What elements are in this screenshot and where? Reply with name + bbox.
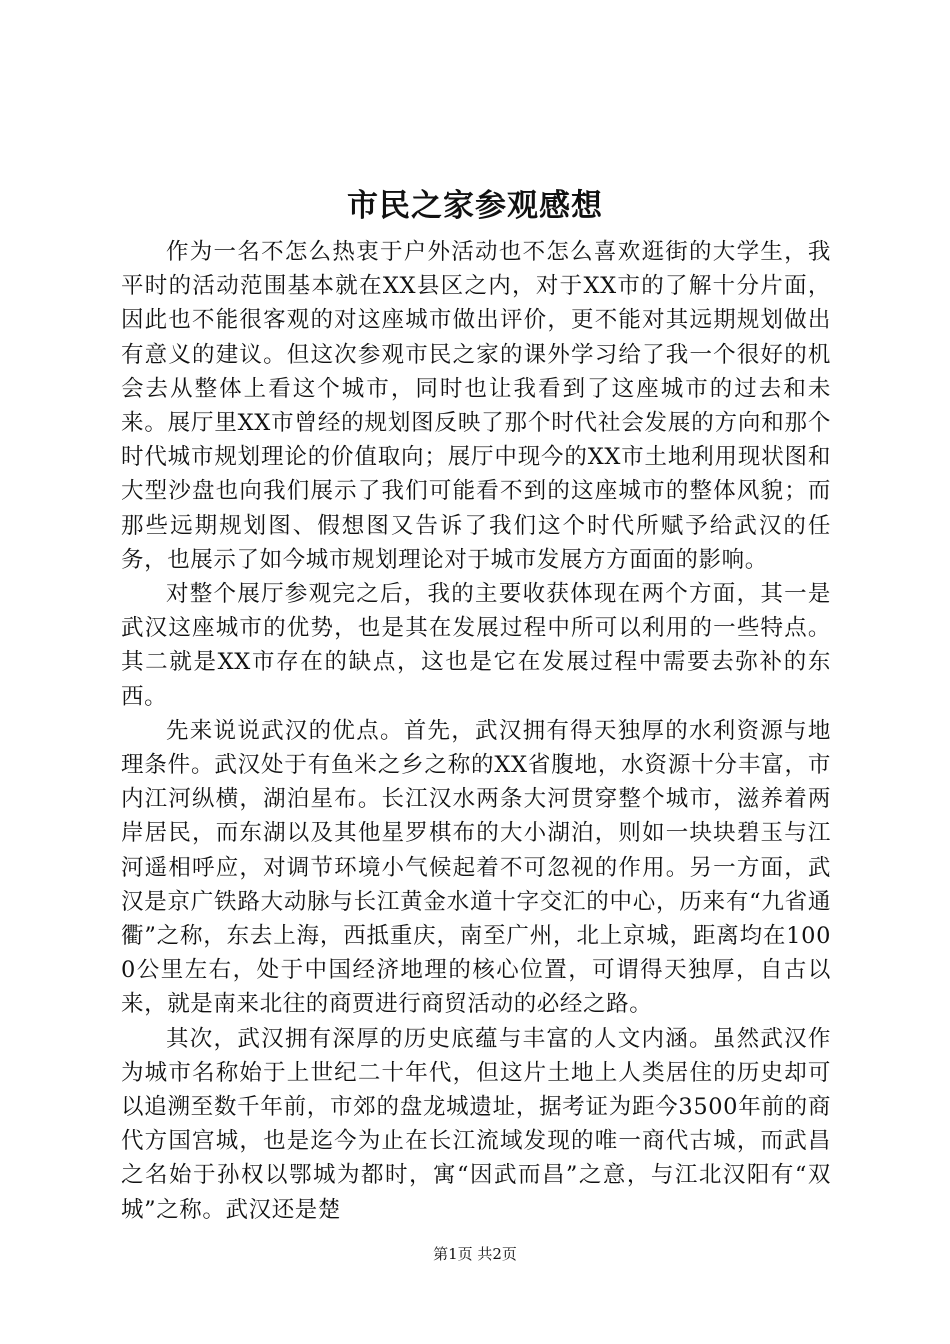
paragraph-4: 其次，武汉拥有深厚的历史底蕴与丰富的人文内涵。虽然武汉作为城市名称始于上世纪二十年代，但这片土地上人类居住的历史却可以追溯至数千年前，市郊的盘龙城遗址，据考证为距今3500年前的商代方国宫城，也是迄今为止在长江流域发现的唯一商代古城，而武昌之名始于孙权以鄂城为都时，寓“因武而昌”之意，与江北汉阳有“双城”之称。武汉还是楚 bbox=[121, 1025, 831, 1223]
document-title: 市民之家参观感想 bbox=[347, 188, 603, 224]
page-number: 第1页 共2页 bbox=[433, 1245, 517, 1263]
paragraph-1: 作为一名不怎么热衷于户外活动也不怎么喜欢逛街的大学生，我平时的活动范围基本就在XX县区之内，对于XX市的了解十分片面，因此也不能很客观的对这座城市做出评价，更不能对其远期规划做出有意义的建议。但这次参观市民之家的课外学习给了我一个很好的机会去从整体上看这个城市，同时也让我看到了这座城市的过去和未来。展厅里XX市曾经的规划图反映了那个时代社会发展的方向和那个时代城市规划理论的价值取向；展厅中现今的XX市土地利用现状图和大型沙盘也向我们展示了我们可能看不到的这座城市的整体风貌；而那些远期规划图、假想图又告诉了我们这个时代所赋予给武汉的任务，也展示了如今城市规划理论对于城市发展方方面面的影响。 bbox=[121, 239, 831, 573]
paragraph-3: 先来说说武汉的优点。首先，武汉拥有得天独厚的水利资源与地理条件。武汉处于有鱼米之乡之称的XX省腹地，水资源十分丰富，市内江河纵横，湖泊星布。长江汉水两条大河贯穿整个城市，滋养着两岸居民，而东湖以及其他星罗棋布的大小湖泊，则如一块块碧玉与江河遥相呼应，对调节环境小气候起着不可忽视的作用。另一方面，武汉是京广铁路大动脉与长江黄金水道十字交汇的中心，历来有“九省通衢”之称，东去上海，西抵重庆，南至广州，北上京城，距离均在1000公里左右，处于中国经济地理的核心位置，可谓得天独厚，自古以来，就是南来北往的商贾进行商贸活动的必经之路。 bbox=[121, 717, 831, 1018]
document-body bbox=[121, 235, 831, 1227]
paragraph-2: 对整个展厅参观完之后，我的主要收获体现在两个方面，其一是武汉这座城市的优势，也是其在发展过程中所可以利用的一些特点。其二就是XX市存在的缺点，这也是它在发展过程中需要去弥补的东西。 bbox=[121, 581, 831, 710]
